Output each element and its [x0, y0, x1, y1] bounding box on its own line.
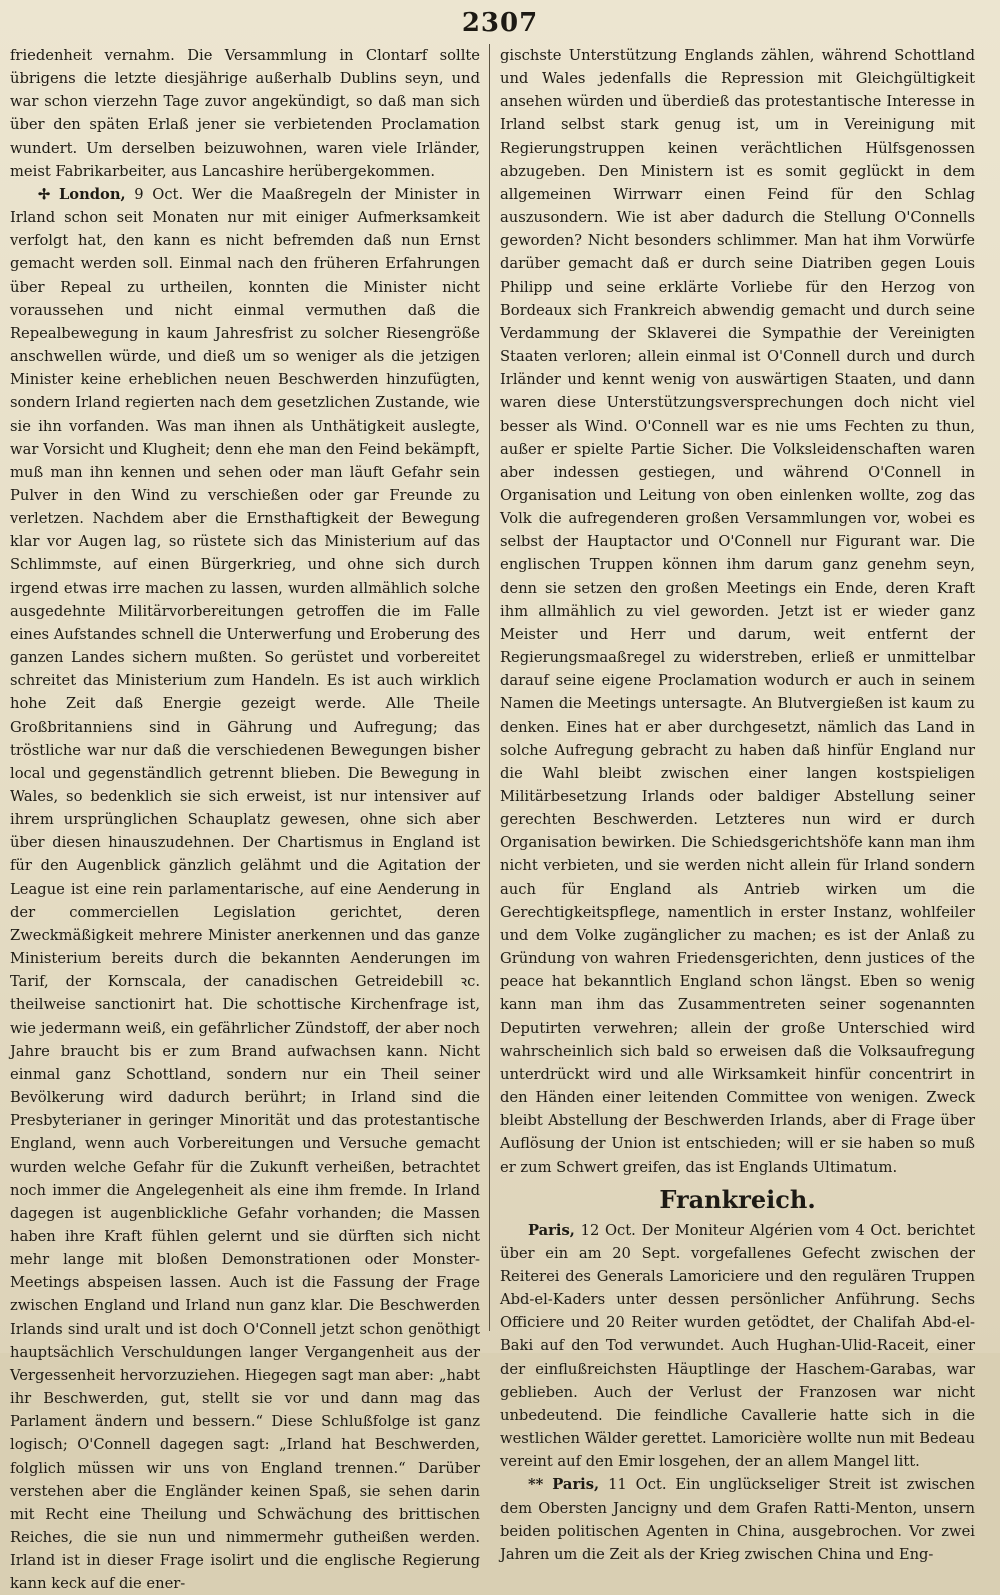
paris-mark-2: ** [528, 1476, 544, 1494]
london-dateline: London, [58, 185, 126, 203]
left-column [10, 44, 481, 1593]
column-divider [489, 44, 490, 1331]
section-heading: Frankreich. [659, 1184, 816, 1214]
paris-dateline-2: Paris, [552, 1476, 600, 1494]
london-mark: ✢ [38, 185, 51, 203]
right-column [500, 44, 976, 1563]
paris-date-1: 12 Oct. [580, 1221, 636, 1239]
paris-dateline-1: Paris, [528, 1221, 575, 1239]
paris-text-2: Ein unglückseliger Streit ist zwischen dem Obersten Jancigny und dem Grafen Ratti-Menton, unsern beiden politischen Agenten in China, ausgebrochen. Vor zwei Jahren um die Zeit als der Krieg zwischen China und Eng- [500, 1476, 976, 1563]
paris-date-2: 11 Oct. [608, 1476, 667, 1494]
london-date: 9 Oct. [134, 185, 184, 203]
article-paragraph: friedenheit vernahm. Die Versammlung in Clontarf sollte übrigens die letzte diesjährige außerhalb Dublins seyn, und war schon vierzehn Tage zuvor angekündigt, so daß man sich über den späten Erlaß jener sie verbietenden Proclamation wundert. Um derselben beizuwohnen, waren viele Irländer, meist Fabrikarbeiter, aus Lancashire herübergekommen. [10, 47, 480, 180]
paris-article-1 [500, 1219, 975, 1474]
page-number: 2307 [461, 8, 539, 38]
article-paragraph: gischste Unterstützung Englands zählen, während Schottland und Wales jedenfalls die Repression mit Gleichgültigkeit ansehen würden und überdieß das protestantische Interesse in Irland selbst stark genug ist, um in Vereinigung mit Regierungstruppen keinen verächtlichen Hülfsgenossen abzugeben. Den Ministern ist es somit geglückt in dem allgemeinen Wirrwarr einen Feind für den Schlag auszusondern. Wie ist aber dadurch die Stellung O'Connells geworden? Nicht besonders schlimmer. Man hat ihm Vorwürfe darüber gemacht daß er durch seine Diatriben gegen Louis Philipp und seine erklärte Vorliebe für den Herzog von Bordeaux sich Frankreich abwendig gemacht und durch seine Verdammung der Sklaverei die Sympathie der Vereinigten Staaten verloren; allein einmal ist O'Connell durch und durch Irländer und kennt wenig von auswärtigen Staaten, und dann waren diese Unterstützungsversprechungen doch nicht viel besser als Wind. O'Connell war es nie ums Fechten zu thun, außer er spielte Partie Sicher. Die Volksleidenschaften waren aber indessen gestiegen, und während O'Connell in Organisation und Leitung von oben einlenken wollte, zog das Volk die aufregenderen großen Versammlungen vor, wobei es selbst der Hauptactor und O'Connell nur Figurant war. Die englischen Truppen können ihm darum ganz genehm seyn, denn sie setzen den großen Meetings ein Ende, deren Kraft ihm allmählich zu viel geworden. Jetzt ist er wieder ganz Meister und Herr und darum, weit entfernt der Regierungsmaaßregel zu widerstreben, erließ er unmittelbar darauf seine eigene Proclamation wodurch er auch in seinem Namen die Meetings untersagte. An Blutvergießen ist kaum zu denken. Eines hat er aber durchgesetzt, nämlich das Land in solche Aufregung gebracht zu haben daß hinfür England nur die Wahl bleibt zwischen einer langen kostspieligen Militärbesetzung Irlands oder baldiger Abstellung seiner gerechten Beschwerden. Letzteres nun wird er durch Organisation bewirken. Die Schiedsgerichtshöfe kann man ihm nicht verbieten, und sie werden nicht allein für Irland sondern auch für England als Antrieb wirken um die Gerechtigkeitspflege, namentlich in erster Instanz, wohlfeiler und dem Volke zugänglicher zu machen; es ist der Anlaß zu Gründung von wahren Friedensgerichten, denn justices of the peace hat bekanntlich England schon längst. Eben so wenig kann man ihm das Zusammentreten seiner sogenannten Deputirten verwehren; allein der große Unterschied wird wahrscheinlich sich bald so erweisen daß die Volksaufregung unterdrückt wird und alle Wirksamkeit hinfür concentrirt in den Händen einer leitenden Committee von wenigen. Zweck bleibt Abstellung der Beschwerden Irlands, aber di Frage über Auflösung der Union ist entschieden; will er sie haben so muß er zum Schwert greifen, das ist Englands Ultimatum. [500, 47, 975, 1176]
london-article [10, 183, 480, 1595]
paris-article-2 [500, 1473, 975, 1566]
london-text: Wer die Maaßregeln der Minister in Irland schon seit Monaten nur mit einiger Aufmerksamkeit verfolgt hat, den kann es nicht befremden daß nun Ernst gemacht werden soll. Einmal nach den früheren Erfahrungen über Repeal zu urtheilen, konnten die Minister nicht voraussehen und nicht einmal vermuthen daß die Repealbewegung in kaum Jahresfrist zu solcher Riesengröße anschwellen würde, und dieß um so weniger als die jetzigen Minister keine erheblichen neuen Beschwerden hinzufügten, sondern Irland regierten nach dem gesetzlichen Zustande, wie sie ihn vorfanden. Was man ihnen als Unthätigkeit auslegte, war Vorsicht und Klugheit; denn ehe man den Feind bekämpft, muß man ihn kennen und sehen oder man läuft Gefahr sein Pulver in den Wind zu verschießen oder gar Freunde zu verletzen. Nachdem aber die Ernsthaftigkeit der Bewegung klar vor Augen lag, so rüstete sich das Ministerium auf das Schlimmste, auf einen Bürgerkrieg, und ohne sich durch irgend etwas irre machen zu lassen, wurden allmählich solche ausgedehnte Militärvorbereitungen getroffen die im Falle eines Aufstandes schnell die Unterwerfung und Eroberung des ganzen Landes sichern mußten. So gerüstet und vorbereitet schreitet das Ministerium zum Handeln. Es ist auch wirklich hohe Zeit daß Energie gezeigt werde. Alle Theile Großbritanniens sind in Gährung und Aufregung; das tröstliche war nur daß die verschiedenen Bewegungen bisher local und gegenständlich getrennt blieben. Die Bewegung in Wales, so bedenklich sie sich erweist, ist nur intensiver auf ihrem ursprünglichen Schauplatz gewesen, ohne sich aber über diesen hinauszudehnen. Der Chartismus in England ist für den Augenblick gänzlich gelähmt und die Agitation der League ist eine rein parlamentarische, auf eine Aenderung in der commerciellen Legislation gerichtet, deren Zweckmäßigkeit mehrere Minister anerkennen und das ganze Ministerium bereits durch die bekannten Aenderungen im Tarif, der Kornscala, der canadischen Getreidebill ꝛc. theilweise sanctionirt hat. Die schottische Kirchenfrage ist, wie jedermann weiß, ein gefährlicher Zündstoff, der aber noch Jahre braucht bis er zum Brand aufwachsen kann. Nicht einmal ganz Schottland, sondern nur ein Theil seiner Bevölkerung wird dadurch berührt; in Irland sind die Presbyterianer in geringer Minorität und das protestantische England, wenn auch Vorbereitungen und Versuche gemacht wurden welche Gefahr für die Zukunft verheißen, betrachtet noch immer die Angelegenheit als eine ihm fremde. In Irland dagegen ist augenblickliche Gefahr vorhanden; die Massen haben ihre Kraft fühlen gelernt und sie dürften sich nicht mehr lange mit bloßen Demonstrationen oder Monster-Meetings abspeisen lassen. Auch ist die Fassung der Frage zwischen England und Irland nun ganz klar. Die Beschwerden Irlands sind uralt und ist doch O'Connell jetzt schon genöthigt hauptsächlich Verschuldungen langer Vergangenheit aus der Vergessenheit hervorzuziehen. Hiegegen sagt man aber: „habt ihr Beschwerden, gut, stellt sie vor und dann mag das Parlament ändern und bessern.“ Diese Schlußfolge ist ganz logisch; O'Connell dagegen sagt: „Irland hat Beschwerden, folglich müssen wir uns von England trennen.“ Darüber verstehen aber die Engländer keinen Spaß, sie sehen darin mit Recht eine Theilung und Schwächung des brittischen Reiches, die sie nun und nimmermehr gutheißen werden. Irland ist in dieser Frage isolirt und die englische Regierung kann keck auf die ener- [10, 185, 481, 1593]
paris-text-1: Der Moniteur Algérien vom 4 Oct. berichtet über ein am 20 Sept. vorgefallenes Gefecht zwischen der Reiterei des Generals Lamoriciere und den regulären Truppen Abd-el-Kaders unter dessen persönlicher Anführung. Sechs Officiere und 20 Reiter wurden getödtet, der Chalifah Abd-el-Baki auf den Tod verwundet. Auch Hughan-Ulid-Raceit, einer der einflußreichsten Häuptlinge der Haschem-Garabas, war geblieben. Auch der Verlust der Franzosen war nicht unbedeutend. Die feindliche Cavallerie hatte sich in die westlichen Wälder gerettet. Lamoricière wollte nun mit Bedeau vereint auf den Emir losgehen, der an allem Mangel litt. [500, 1221, 975, 1471]
